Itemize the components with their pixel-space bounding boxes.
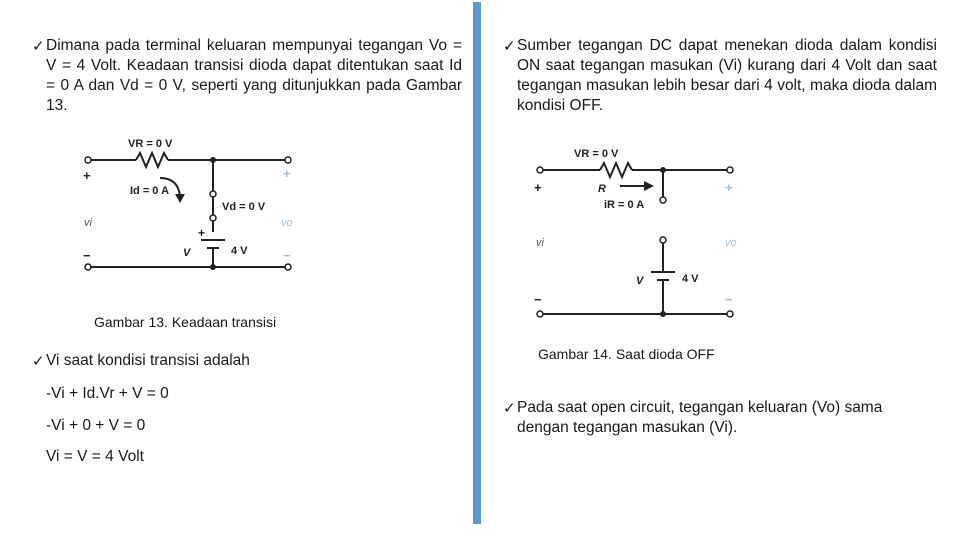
right-bullet-2-text: Pada saat open circuit, tegangan keluaran (Vo) sama dengan tegangan masukan (Vi). (517, 399, 883, 436)
left-bullet-2-text: Vi saat kondisi transisi adalah (46, 352, 250, 369)
fig13-battery-plus: + (198, 226, 206, 240)
fig14-vo-label: vo (725, 237, 737, 249)
fig13-out-minus: − (283, 248, 291, 263)
equation-1: -Vi + Id.Vr + V = 0 (46, 385, 169, 402)
fig13-vr-label: VR = 0 V (128, 138, 173, 150)
left-bullet-1-text: Dimana pada terminal keluaran mempunyai tegangan Vo = V = 4 Volt. Keadaan transisi dioda dapat ditentukan saat Id = 0 A dan Vd = 0 V, seperti yang ditunjukkan pada Gambar 13. (46, 37, 462, 114)
fig14-v-label: V (636, 275, 644, 287)
right-bullet-1-text: Sumber tegangan DC dapat menekan dioda dalam kondisi ON saat tegangan masukan (Vi) kurang dari 4 Volt dan saat tegangan masukan lebih besar dari 4 volt, maka dioda dalam kondisi OFF. (517, 37, 937, 114)
checkmark-icon: ✓ (32, 352, 45, 370)
fig14-r-label: R (598, 183, 606, 195)
figure-14-circuit (528, 142, 758, 322)
checkmark-icon: ✓ (503, 399, 516, 417)
figure-13-circuit (76, 136, 306, 286)
checkmark-icon: ✓ (32, 37, 45, 55)
fig13-v-label: V (183, 247, 191, 259)
fig14-ir-label: iR = 0 A (604, 199, 645, 211)
right-bullet-1 (503, 36, 937, 116)
fig13-in-plus: + (83, 168, 91, 183)
fig13-out-plus: + (283, 166, 291, 181)
fig14-vi-label: vi (536, 237, 544, 249)
fig14-source-value: 4 V (682, 273, 699, 285)
figure-14-caption: Gambar 14. Saat dioda OFF (538, 346, 715, 362)
fig14-out-minus: − (725, 292, 733, 307)
left-bullet-2 (32, 351, 462, 371)
column-divider (473, 2, 481, 524)
fig14-in-plus: + (534, 180, 542, 195)
fig13-vo-label: vo (281, 217, 293, 229)
fig14-vr-label: VR = 0 V (574, 148, 619, 160)
figure-13-caption: Gambar 13. Keadaan transisi (94, 314, 277, 330)
fig14-in-minus: − (534, 292, 542, 307)
equation-3: Vi = V = 4 Volt (46, 448, 144, 465)
fig13-vd-label: Vd = 0 V (222, 201, 266, 213)
right-bullet-2 (503, 398, 937, 438)
fig13-id-label: Id = 0 A (130, 185, 170, 197)
equation-2: -Vi + 0 + V = 0 (46, 417, 146, 434)
fig13-in-minus: − (83, 248, 91, 263)
fig13-source-value: 4 V (231, 245, 248, 257)
fig13-vi-label: vi (84, 217, 92, 229)
checkmark-icon: ✓ (503, 37, 516, 55)
fig14-out-plus: + (725, 180, 733, 195)
left-bullet-1 (32, 36, 462, 116)
